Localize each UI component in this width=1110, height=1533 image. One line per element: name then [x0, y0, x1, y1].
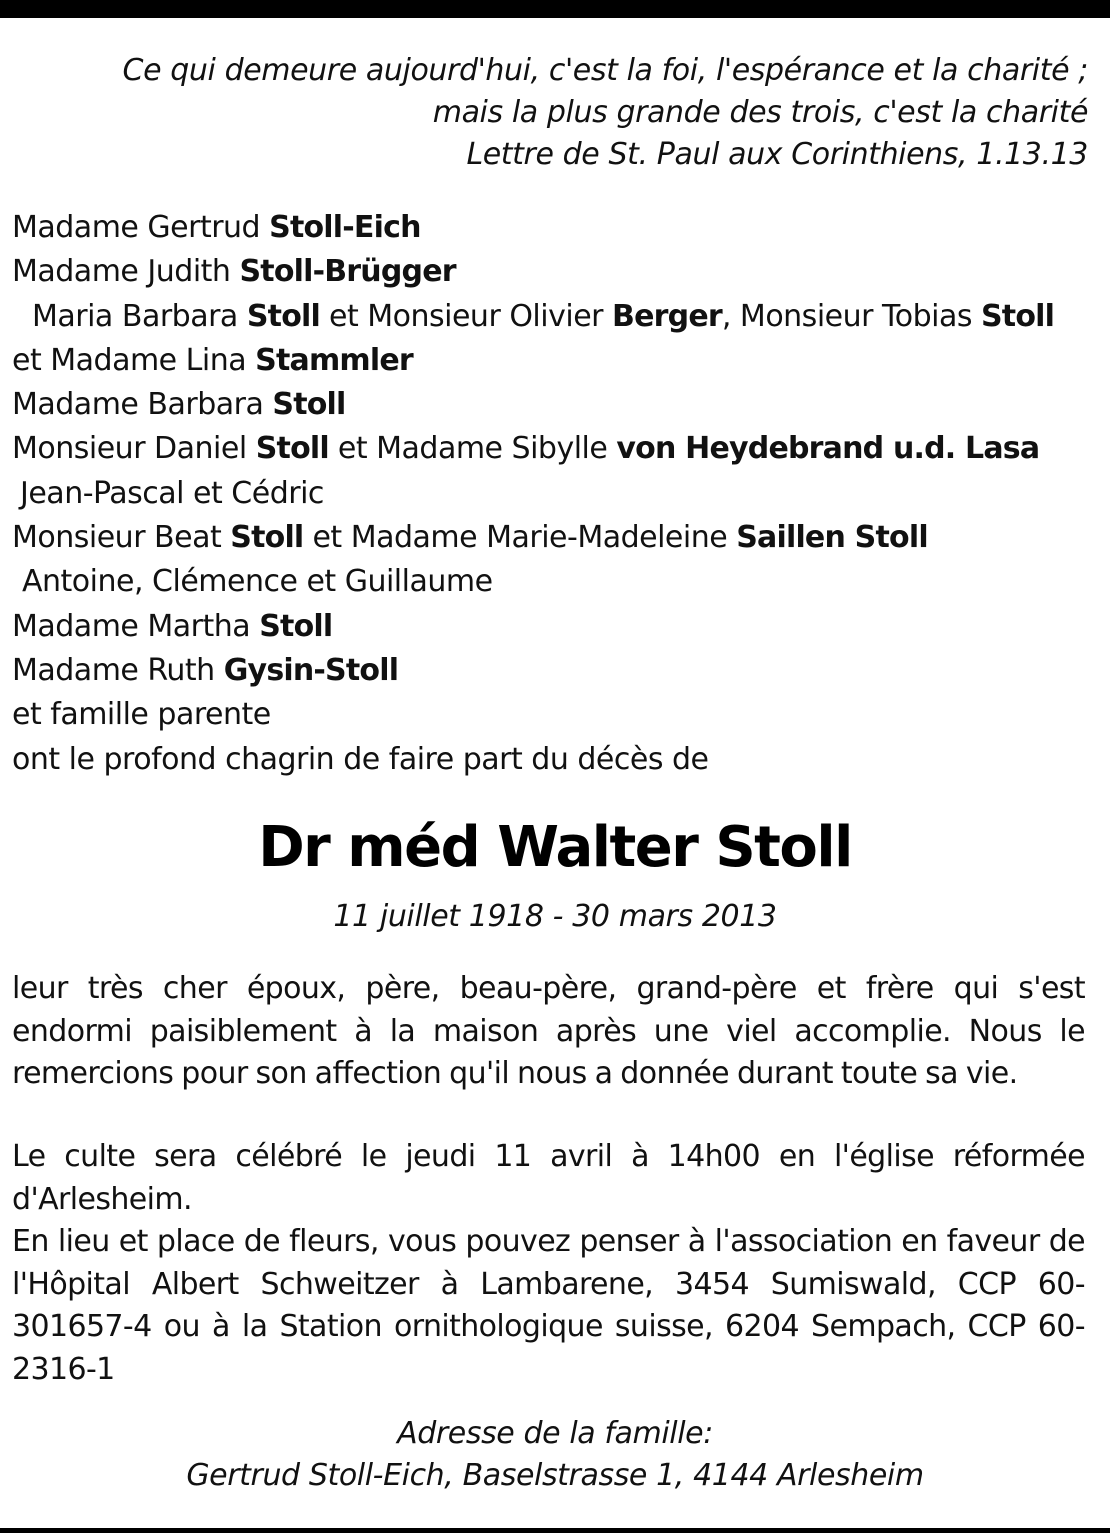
family-line — [12, 649, 1102, 693]
family-line — [12, 250, 1102, 294]
surname: Stoll — [259, 608, 333, 644]
deceased-name: Dr méd Walter Stoll — [258, 815, 852, 880]
surname: Stoll-Eich — [269, 210, 421, 245]
family-line — [12, 738, 1102, 782]
family-line — [12, 693, 1102, 737]
tribute-paragraph: leur très cher époux, père, beau-père, grand-père et frère qui s'est endormi paisiblement à la maison après une viel accomplie. Nous le remercions pour son affection qu'il nous a donnée durant toute sa vie. — [12, 971, 1085, 1091]
family-address — [0, 1413, 1110, 1497]
family-line — [12, 472, 1102, 516]
family-line — [12, 383, 1102, 427]
surname: Stoll — [272, 387, 346, 423]
announcement-text: ont le profond chagrin de faire part du décès de — [12, 741, 709, 777]
surname: Stoll — [230, 520, 304, 556]
epigraph-quote — [12, 50, 1088, 176]
epigraph-line: mais la plus grande des trois, c'est la charité — [432, 95, 1088, 130]
given-name: Monsieur Daniel — [12, 431, 256, 467]
given-name: et Monsieur Olivier — [319, 298, 613, 334]
surname: von Heydebrand u.d. Lasa — [616, 431, 1040, 467]
address-value: Gertrud Stoll-Eich, Baselstrasse 1, 4144 Arlesheim — [186, 1458, 924, 1493]
epigraph-citation: Lettre de St. Paul aux Corinthiens, 1.13.13 — [466, 137, 1088, 172]
family-list — [12, 206, 1102, 782]
family-line — [12, 427, 1102, 471]
given-name: Madame Martha — [12, 608, 260, 644]
surname: Saillen Stoll — [736, 520, 928, 556]
given-name: , Monsieur Tobias — [721, 298, 981, 334]
given-name: Monsieur Beat — [12, 520, 231, 556]
ceremony-paragraph: Le culte sera célébré le jeudi 11 avril à 14h00 en l'église réformée d'Arlesheim. — [12, 1139, 1085, 1217]
surname: Stoll — [255, 431, 329, 467]
family-line — [12, 295, 1102, 339]
donation-paragraph: En lieu et place de fleurs, vous pouvez penser à l'association en faveur de l'Hôpital Albert Schweitzer à Lambarene, 3454 Sumiswald, CCP 60-301657-4 ou à la Station ornithologique suisse, 6204 Sempach, CCP 60-2316-1 — [12, 1224, 1085, 1387]
given-name: et Madame Lina — [12, 342, 256, 378]
life-dates: 11 juillet 1918 - 30 mars 2013 — [333, 899, 777, 934]
surname: Gysin-Stoll — [223, 652, 399, 688]
children-names: Jean-Pascal et Cédric — [20, 475, 324, 511]
given-name: Madame Gertrud — [12, 210, 270, 245]
surname: Stammler — [255, 342, 413, 378]
bottom-rule — [0, 1528, 1110, 1533]
given-name: Madame Barbara — [12, 387, 273, 423]
surname: Berger — [612, 298, 722, 334]
children-names: Antoine, Clémence et Guillaume — [22, 564, 493, 600]
given-name: Maria Barbara — [32, 298, 247, 334]
surname: Stoll-Brügger — [239, 254, 456, 290]
family-line — [12, 339, 1102, 383]
given-name: Madame Ruth — [12, 652, 224, 688]
epigraph-line: Ce qui demeure aujourd'hui, c'est la foi, l'espérance et la charité ; — [122, 53, 1088, 88]
top-rule — [0, 0, 1110, 18]
surname: Stoll — [981, 298, 1055, 334]
relatives-text: et famille parente — [12, 697, 271, 733]
given-name: et Madame Marie-Madeleine — [303, 520, 737, 556]
given-name: et Madame Sibylle — [328, 431, 617, 467]
surname: Stoll — [246, 298, 320, 334]
family-line — [12, 605, 1102, 649]
service-info — [12, 1136, 1085, 1391]
family-line — [12, 516, 1102, 560]
family-line — [12, 560, 1102, 604]
address-label: Adresse de la famille: — [397, 1416, 713, 1451]
given-name: Madame Judith — [12, 254, 240, 290]
family-line — [12, 206, 1102, 250]
